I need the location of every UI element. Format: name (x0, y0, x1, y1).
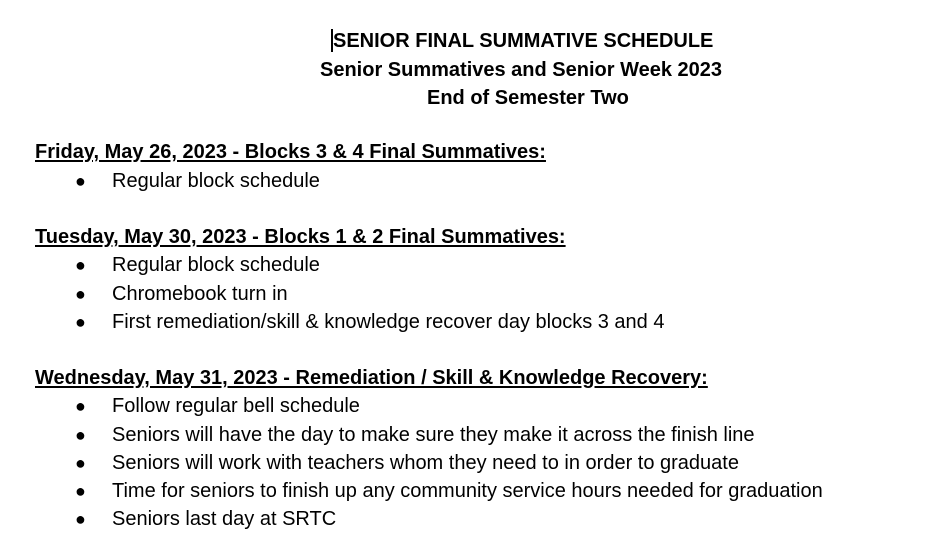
section-heading-friday: Friday, May 26, 2023 - Blocks 3 & 4 Final Summatives: (35, 141, 546, 163)
bullet-icon: ● (75, 509, 86, 529)
document-subtitle: Senior Summatives and Senior Week 2023 (320, 59, 723, 81)
list-item-text: Regular block schedule (112, 170, 320, 192)
list-item (0, 477, 936, 505)
bullet-icon: ● (75, 481, 86, 501)
list-item (0, 449, 936, 477)
list-item-text: Time for seniors to finish up any community service hours needed for graduation (112, 480, 823, 502)
list-item-text: Chromebook turn in (112, 283, 288, 305)
list-item (0, 505, 936, 533)
list-item-text: Regular block schedule (112, 254, 320, 276)
section-heading-tuesday: Tuesday, May 30, 2023 - Blocks 1 & 2 Final Summatives: (35, 226, 566, 248)
document-title: SENIOR FINAL SUMMATIVE SCHEDULE (333, 30, 714, 52)
list-item (0, 421, 936, 449)
bullet-icon: ● (75, 255, 86, 275)
list-item-text: Follow regular bell schedule (112, 395, 360, 417)
bullet-icon: ● (75, 396, 86, 416)
document-subtitle-semester: End of Semester Two (427, 87, 629, 109)
bullet-icon: ● (75, 312, 86, 332)
list-item (0, 251, 936, 279)
list-item (0, 308, 936, 336)
list-item (0, 392, 936, 420)
list-item-text: First remediation/skill & knowledge recover day blocks 3 and 4 (112, 311, 665, 333)
list-item-text: Seniors last day at SRTC (112, 508, 337, 530)
section-heading-wednesday: Wednesday, May 31, 2023 - Remediation / Skill & Knowledge Recovery: (35, 367, 708, 389)
list-item (0, 280, 936, 308)
bullet-icon: ● (75, 425, 86, 445)
bullet-icon: ● (75, 171, 86, 191)
list-item-text: Seniors will have the day to make sure they make it across the finish line (112, 424, 755, 446)
bullet-icon: ● (75, 284, 86, 304)
list-item (0, 167, 936, 195)
list-item-text: Seniors will work with teachers whom they need to in order to graduate (112, 452, 739, 474)
bullet-icon: ● (75, 453, 86, 473)
